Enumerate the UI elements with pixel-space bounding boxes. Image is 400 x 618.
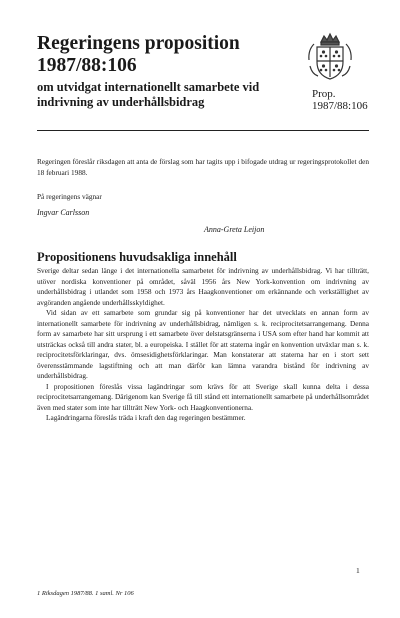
page-number: 1 — [356, 566, 360, 575]
swedish-crest-icon — [304, 30, 356, 82]
prop-label: Prop. — [312, 88, 336, 100]
body-paragraph-4: Lagändringarna föreslås träda i kraft den dag regeringen bestämmer. — [46, 413, 246, 422]
intro-paragraph: Regeringen föreslår riksdagen att anta de förslag som har tagits upp i bifogade utdrag ur regeringsprotokollet den 18 februari 1988. — [37, 157, 369, 177]
on-behalf-line: På regeringens vägnar — [37, 192, 102, 201]
title-line-2: 1987/88:106 — [37, 55, 137, 76]
header-divider — [37, 130, 369, 131]
proposition-reference — [312, 88, 368, 112]
section-heading: Propositionens huvudsakliga innehåll — [37, 250, 237, 264]
minister-signature: Anna-Greta Leijon — [204, 225, 265, 234]
title-line-1: Regeringens proposition — [37, 33, 240, 54]
footer-note: 1 Riksdagen 1987/88. 1 saml. Nr 106 — [37, 590, 134, 597]
body-paragraph-3: I propositionen föreslås vissa lagändringar som krävs för att Sverige skall kunna delta i dessa reciprocitetsarrangemang. Därigenom kan Sverige få till stånd ett internationellt samarbete på underhållsområdet även med stater som inte har tillträtt New York- och Haagkonventionerna. — [37, 381, 369, 412]
subtitle-line-1: om utvidgat internationellt samarbete vid — [37, 80, 260, 94]
prop-number: 1987/88:106 — [312, 100, 368, 112]
body-paragraph-2: Vid sidan av ett samarbete som grundar sig på konventioner har det utvecklats en annan form av internationellt samarbete för indrivning av underhållsbidrag, nämligen s. k. reciprocitetsarrangemang. Denna form av samarbete har sitt ursprung i ett samarbete över delstatsgränserna i USA som efter hand har kommit att utsträckas också till andra stater, bl. a europeiska. I stället för att staterna ingår en konvention utväxlar man s. k. reciprocitetsförklaringar, dvs. ömsesidighetsförklaringar. Man konstaterar att staterna har en i stort sett överensstämmande lagstiftning och att man därför kan lämna varandra bistånd för indrivning av underhållsbidrag. — [37, 308, 369, 380]
prime-minister-signature: Ingvar Carlsson — [37, 208, 90, 217]
subtitle-line-2: indrivning av underhållsbidrag — [37, 94, 205, 109]
document-title — [37, 33, 297, 77]
body-paragraph-1: Sverige deltar sedan länge i det internationella samarbetet för indrivning av underhållsbidrag. Vi har tillträtt, utöver nordiska konventioner på området, såväl 1956 års New York-konvention om indrivning av underhållsbidrag i utlandet som 1958 och 1973 års Haagkonventioner om erkännande och verkställighet av avgöranden angående underhållsskyldighet. — [37, 266, 369, 307]
section-body — [37, 266, 369, 424]
document-subtitle — [37, 80, 287, 109]
